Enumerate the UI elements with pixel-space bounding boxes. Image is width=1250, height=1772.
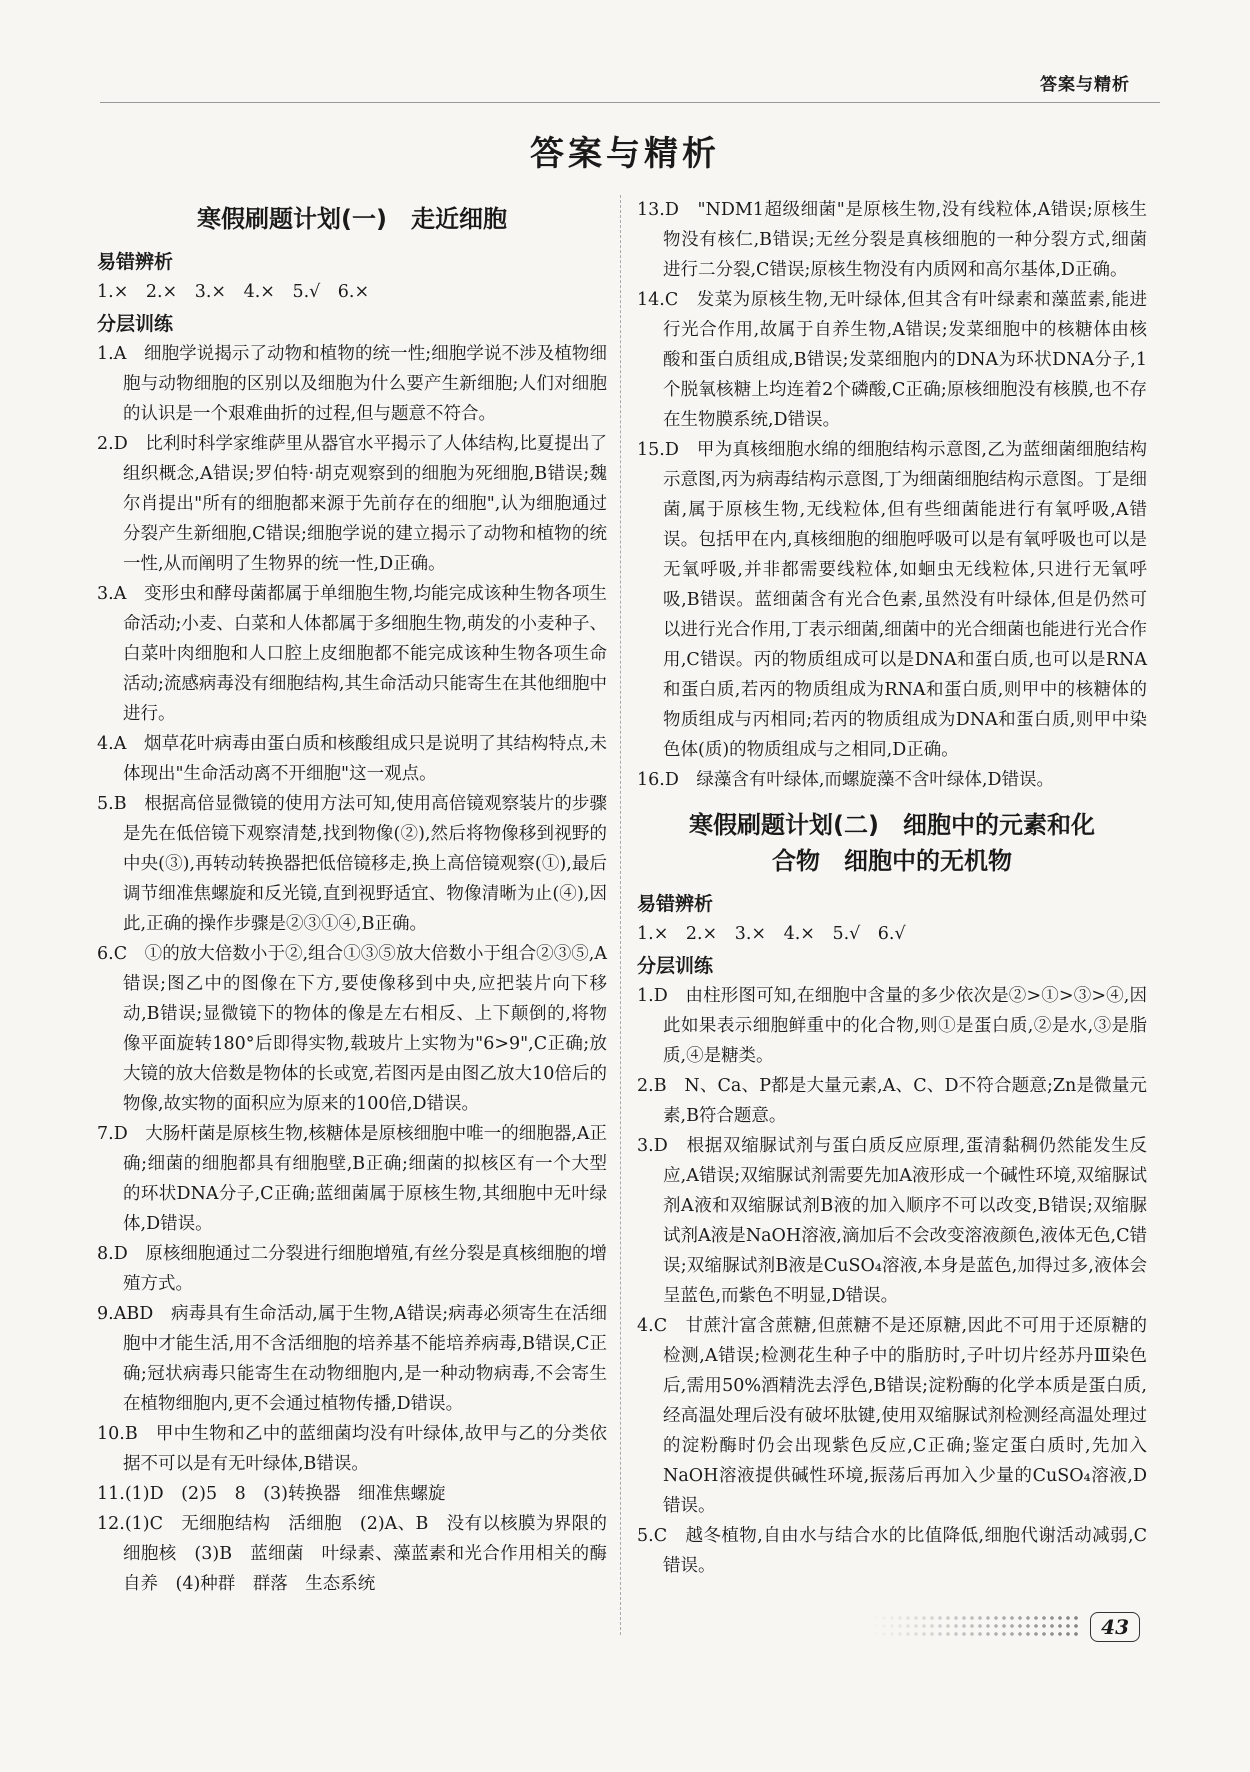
answer-item: 3.A 变形虫和酵母菌都属于单细胞生物,均能完成该种生物各项生命活动;小麦、白菜和人体都属于多细胞生物,萌发的小麦种子、白菜叶肉细胞和人口腔上皮细胞都不能完成该种生物各项生命活动;流感病毒没有细胞结构,其生命活动只能寄生在其他细胞中进行。 [97,584,607,724]
column-divider [620,195,621,1635]
answer-item: 7.D 大肠杆菌是原核生物,核糖体是原核细胞中唯一的细胞器,A正确;细菌的细胞都具有细胞壁,B正确;细菌的拟核区有一个大型的环状DNA分子,C正确;蓝细菌属于原核生物,其细胞中无叶绿体,D错误。 [97,1124,607,1234]
answer-item: 8.D 原核细胞通过二分裂进行细胞增殖,有丝分裂是真核细胞的增殖方式。 [97,1244,607,1294]
answer-item: 1.A 细胞学说揭示了动物和植物的统一性;细胞学说不涉及植物细胞与动物细胞的区别以及细胞为什么要产生新细胞;人们对细胞的认识是一个艰难曲折的过程,但与题意不符合。 [97,344,607,424]
easy-errors-answers: 1.× 2.× 3.× 4.× 5.√ 6.× [97,282,370,302]
easy-errors-heading: 易错辨析 [97,251,174,273]
answer-item: 5.B 根据高倍显微镜的使用方法可知,使用高倍镜观察装片的步骤是先在低倍镜下观察清楚,找到物像(②),然后将物像移到视野的中央(③),再转动转换器把低倍镜移走,换上高倍镜观察(①),最后调节细准焦螺旋和反光镜,直到视野适宜、物像清晰为止(④),因此,正确的操作步骤是②③①④,B正确。 [97,794,607,934]
answer-item: 13.D "NDM1超级细菌"是原核生物,没有线粒体,A错误;原核生物没有核仁,B错误;无丝分裂是真核细胞的一种分裂方式,细菌进行二分裂,C错误;原核生物没有内质网和高尔基体,D正确。 [637,200,1147,280]
answer-item: 3.D 根据双缩脲试剂与蛋白质反应原理,蛋清黏稠仍然能发生反应,A错误;双缩脲试剂需要先加A液形成一个碱性环境,双缩脲试剂A液和双缩脲试剂B液的加入顺序不可以改变,B错误;双缩脲试剂A液是NaOH溶液,滴加后不会改变溶液颜色,液体无色,C错误;双缩脲试剂B液是CuSO₄溶液,本身是蓝色,加得过多,液体会呈蓝色,而紫色不明显,D错误。 [637,1136,1147,1306]
answer-item: 1.D 由柱形图可知,在细胞中含量的多少依次是②>①>③>④,因此如果表示细胞鲜重中的化合物,则①是蛋白质,②是水,③是脂质,④是糖类。 [637,986,1147,1066]
answer-item: 4.A 烟草花叶病毒由蛋白质和核酸组成只是说明了其结构特点,未体现出"生命活动离不开细胞"这一观点。 [97,734,607,784]
left-column [97,195,625,1599]
page-title: 答案与精析 [530,134,720,174]
answer-item: 11.(1)D (2)5 8 (3)转换器 细准焦螺旋 [97,1484,446,1504]
page-number: 43 [1090,1612,1140,1642]
section-2-title-line-2: 合物 细胞中的无机物 [772,847,1012,875]
answer-item: 10.B 甲中生物和乙中的蓝细菌均没有叶绿体,故甲与乙的分类依据不可以是有无叶绿体,B错误。 [97,1424,607,1474]
answer-item: 12.(1)C 无细胞结构 活细胞 (2)A、B 没有以核膜为界限的细胞核 (3)B 蓝细菌 叶绿素、藻蓝素和光合作用相关的酶 自养 (4)种群 群落 生态系统 [97,1514,625,1594]
answer-item: 15.D 甲为真核细胞水绵的细胞结构示意图,乙为蓝细菌细胞结构示意图,丙为病毒结构示意图,丁为细菌细胞结构示意图。丁是细菌,属于原核生物,无线粒体,但有些细菌能进行有氧呼吸,A错误。包括甲在内,真核细胞的细胞呼吸可以是有氧呼吸也可以是无氧呼吸,并非都需要线粒体,如蛔虫无线粒体,只进行无氧呼吸,B错误。蓝细菌含有光合色素,虽然没有叶绿体,但是仍然可以进行光合作用,丁表示细菌,细菌中的光合细菌也能进行光合作用,C错误。丙的物质组成可以是DNA和蛋白质,也可以是RNA和蛋白质,若丙的物质组成为RNA和蛋白质,则甲中的核糖体的物质组成与丙相同;若丙的物质组成为DNA和蛋白质,则甲中染色体(质)的物质组成与之相同,D正确。 [637,440,1147,760]
answer-item: 16.D 绿藻含有叶绿体,而螺旋藻不含叶绿体,D错误。 [637,770,1055,790]
header-rule [100,102,1160,103]
dot-pattern-decoration [872,1614,1082,1640]
section-1-title: 寒假刷题计划(一) 走近细胞 [197,205,507,233]
page-footer [872,1612,1140,1642]
answer-item: 6.C ①的放大倍数小于②,组合①③⑤放大倍数小于组合②③⑤,A错误;图乙中的图像在下方,要使像移到中央,应把装片向下移动,B错误;显微镜下的物体的像是左右相反、上下颠倒的,将物像平面旋转180°后即得实物,载玻片上实物为"6>9",C正确;放大镜的放大倍数是物体的长或宽,若图丙是由图乙放大10倍后的物像,故实物的面积应为原来的100倍,D错误。 [97,944,607,1114]
section-2-title-line-1: 寒假刷题计划(二) 细胞中的元素和化 [689,811,1095,839]
right-column [637,195,1147,1581]
section-2-title [637,807,1147,879]
layered-training-heading: 分层训练 [97,313,174,335]
answer-item: 14.C 发菜为原核生物,无叶绿体,但其含有叶绿素和藻蓝素,能进行光合作用,故属于自养生物,A错误;发菜细胞中的核糖体由核酸和蛋白质组成,B错误;发菜细胞内的DNA为环状DNA分子,1个脱氧核糖上均连着2个磷酸,C正确;原核细胞没有核膜,也不存在生物膜系统,D错误。 [637,290,1147,430]
layered-training-heading: 分层训练 [637,955,714,977]
easy-errors-answers: 1.× 2.× 3.× 4.× 5.√ 6.√ [637,924,906,944]
answer-item: 2.D 比利时科学家维萨里从器官水平揭示了人体结构,比夏提出了组织概念,A错误;罗伯特·胡克观察到的细胞为死细胞,B错误;魏尔肖提出"所有的细胞都来源于先前存在的细胞",认为细胞通过分裂产生新细胞,C错误;细胞学说的建立揭示了动物和植物的统一性,从而阐明了生物界的统一性,D正确。 [97,434,607,574]
answer-item: 9.ABD 病毒具有生命活动,属于生物,A错误;病毒必须寄生在活细胞中才能生活,用不含活细胞的培养基不能培养病毒,B错误,C正确;冠状病毒只能寄生在动物细胞内,是一种动物病毒,不会寄生在植物细胞内,更不会通过植物传播,D错误。 [97,1304,607,1414]
answer-item: 5.C 越冬植物,自由水与结合水的比值降低,细胞代谢活动减弱,C错误。 [637,1526,1147,1576]
running-header: 答案与精析 [1040,75,1130,95]
answer-item: 2.B N、Ca、P都是大量元素,A、C、D不符合题意;Zn是微量元素,B符合题意。 [637,1076,1147,1126]
easy-errors-heading: 易错辨析 [637,893,714,915]
answer-item: 4.C 甘蔗汁富含蔗糖,但蔗糖不是还原糖,因此不可用于还原糖的检测,A错误;检测花生种子中的脂肪时,子叶切片经苏丹Ⅲ染色后,需用50%酒精洗去浮色,B错误;淀粉酶的化学本质是蛋白质,经高温处理后没有破坏肽键,使用双缩脲试剂检测经高温处理过的淀粉酶时仍会出现紫色反应,C正确;鉴定蛋白质时,先加入NaOH溶液提供碱性环境,振荡后再加入少量的CuSO₄溶液,D错误。 [637,1316,1147,1516]
